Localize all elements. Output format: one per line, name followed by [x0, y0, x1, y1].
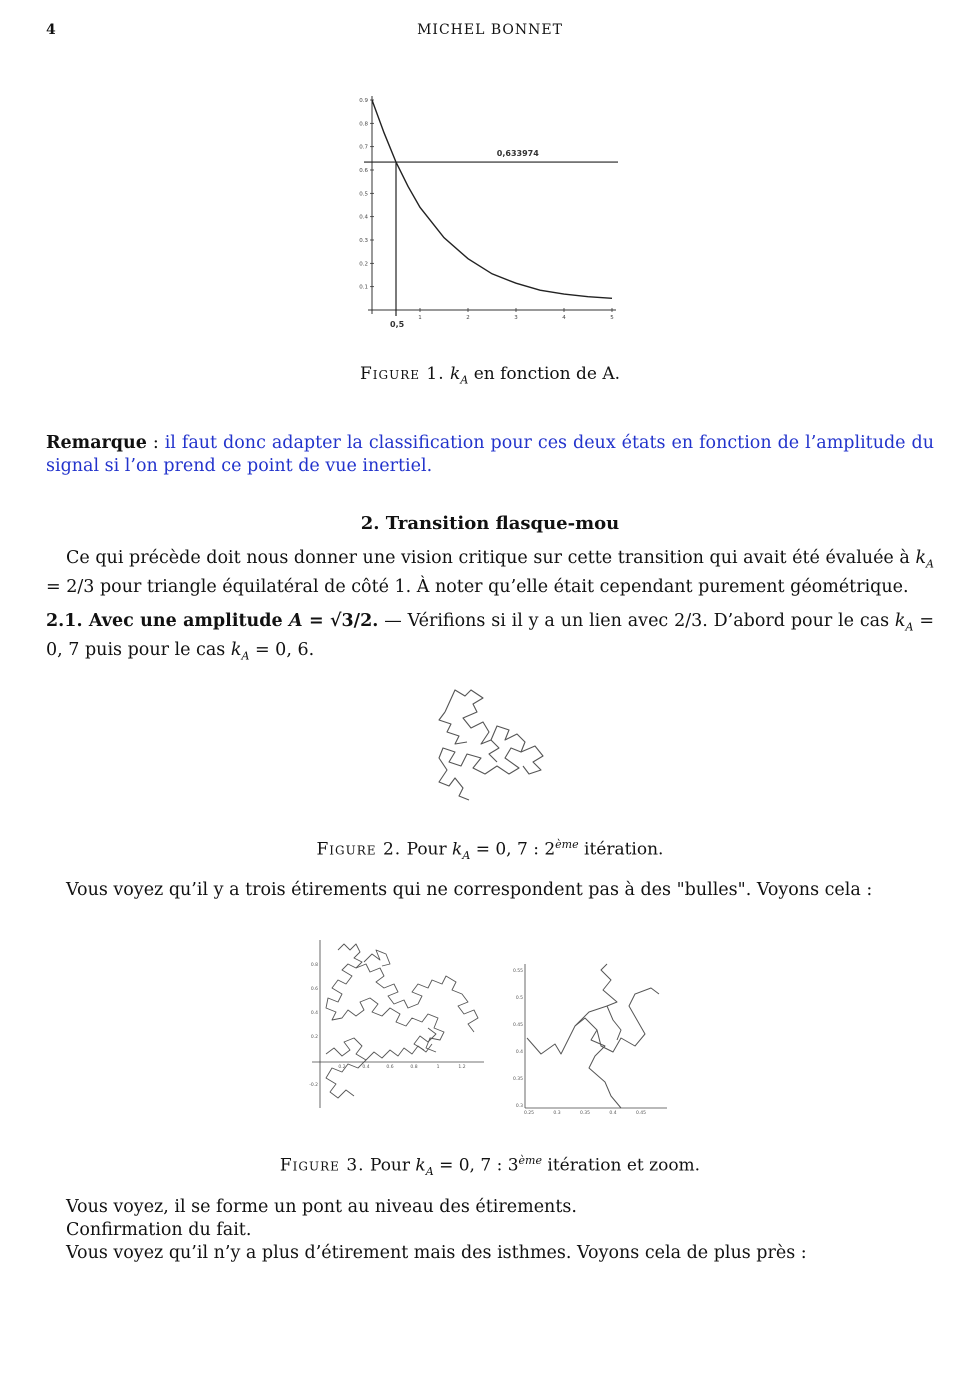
figure3-left-y-tick-label: -0.2	[309, 1083, 318, 1088]
figure1-caption-text: en fonction de A.	[468, 364, 621, 384]
closing-line-3: Vous voyez qu’il n’y a plus d’étirement mais des isthmes. Voyons cela de plus près :	[66, 1243, 807, 1263]
figure3-caption-sup: ème	[518, 1154, 542, 1167]
figure3-right-x-tick-label: 0.3	[553, 1111, 561, 1116]
section2-paragraph	[46, 547, 934, 599]
subsection-paragraph	[46, 610, 934, 667]
figure1-y-tick-label: 0.9	[359, 98, 368, 104]
figure1-hline-label: 0,633974	[496, 149, 539, 159]
page-number: 4	[46, 22, 56, 38]
subsection-text-b: puis pour le cas	[79, 639, 231, 660]
figure1-x-tick-label: 1	[418, 315, 422, 321]
figure3-left-x-tick-label: 1	[436, 1065, 440, 1070]
subsection-math1-sub: A	[905, 620, 914, 634]
subsection-heading-math: A	[289, 611, 303, 631]
figure3-right-x-tick-label: 0.4	[609, 1111, 617, 1116]
closing-line-2: Confirmation du fait.	[66, 1220, 252, 1240]
figure3-right-x-tick-label: 0.35	[579, 1111, 591, 1116]
figure1-x-tick-label: 3	[514, 315, 518, 321]
figure3-left-plot	[308, 938, 488, 1110]
subsection-math2: k	[230, 639, 242, 660]
subsection-dash: —	[378, 611, 408, 631]
figure2-fractal	[425, 682, 555, 802]
figure1-x-tick-label: 2	[466, 315, 470, 321]
figure3-right-y-tick-label: 0.45	[512, 1023, 523, 1028]
figure3-right-x-tick-label: 0.45	[635, 1111, 647, 1116]
remark-text: il faut donc adapter la classification pour ces deux états en fonction de l’amplitude du signal si l’on prend ce point de vue inertiel.	[46, 433, 934, 476]
figure1-y-tick-label: 0.8	[359, 121, 368, 128]
subsection-math1: k	[894, 611, 906, 631]
subsection-math2-sub: A	[241, 649, 250, 662]
figure3-left-fractal	[326, 944, 478, 1098]
figure3-left-x-tick-label: 0.6	[386, 1065, 394, 1070]
figure2-caption-sub: A	[462, 849, 471, 863]
figure3-right-x-tick-label: 0.25	[523, 1111, 535, 1116]
figure3-left-x-tick-label: 1.2	[458, 1065, 466, 1070]
figure3-left-y-tick-label: 0.4	[310, 1011, 318, 1016]
figure1-curve	[372, 100, 612, 298]
section2-math: k	[915, 548, 927, 568]
figure3-right-plot	[505, 960, 675, 1120]
figure3-right-y-tick-label: 0.4	[515, 1050, 523, 1055]
figure1-caption-subscript: A	[460, 373, 469, 387]
figure2-caption-pre: Pour	[401, 839, 453, 860]
figure2-caption-eq: = 0, 7 : 2	[470, 839, 556, 860]
figure3-right-y-ticks	[513, 968, 523, 1109]
figure1-y-tick-label: 0.3	[359, 238, 368, 244]
figure1-y-tick-label: 0.2	[359, 261, 368, 268]
figure2-caption-post: itération.	[578, 839, 664, 860]
figure3-left-y-tick-label: 0.6	[310, 987, 318, 992]
figure3-caption-sub: A	[425, 1165, 434, 1179]
figure1-vline-label: 0,5	[390, 320, 405, 329]
figure1-caption-label: Figure 1.	[359, 364, 445, 384]
figure3-right-y-tick-label: 0.5	[515, 996, 523, 1001]
figure3-left-x-ticks	[338, 1064, 465, 1070]
figure3-left-y-tick-label: 0.8	[310, 963, 318, 968]
figure1-x-tick-label: 5	[610, 315, 614, 321]
figure3-left-x-tick-label: 0.8	[410, 1065, 418, 1070]
section2-math-eq: = 2/3	[46, 576, 95, 597]
figure3-right-x-ticks	[524, 1110, 646, 1116]
figure2-caption	[0, 838, 980, 862]
figure1-axes	[368, 96, 616, 314]
remark-paragraph	[46, 432, 934, 478]
section-title: 2. Transition flasque-mou	[360, 513, 620, 534]
figure1-y-tick-label: 0.4	[359, 214, 368, 221]
section2-text-a: Ce qui précède doit nous donner une vision critique sur cette transition qui avait été évaluée à	[66, 548, 916, 568]
figure1-caption	[0, 364, 980, 386]
subsection-math2-eq: = 0, 6.	[249, 639, 315, 660]
closing-line-1: Vous voyez, il se forme un pont au niveau des étirements.	[66, 1197, 577, 1217]
subsection-text-a: Vérifions si il y a un lien avec 2/3. D’abord pour le cas	[407, 611, 895, 631]
figure2-caption-symbol: k	[452, 839, 463, 860]
running-header-author: MICHEL BONNET	[417, 22, 563, 38]
section2-text-b: pour triangle équilatéral de côté 1. À noter qu’elle était cependant purement géométrique.	[94, 576, 909, 597]
figure3-left-x-tick-label: 0.2	[338, 1065, 346, 1070]
figure3-right-y-tick-label: 0.3	[515, 1104, 523, 1109]
figure1-y-tick-label: 0.5	[359, 191, 368, 198]
figure1-caption-symbol: k	[450, 364, 461, 384]
figure3-right-y-tick-label: 0.35	[512, 1077, 523, 1082]
figure3-caption	[0, 1154, 980, 1178]
figure3-caption-pre: Pour	[364, 1155, 416, 1176]
figure1-y-tick-label: 0.1	[359, 284, 368, 291]
subsection-heading-eq: = √3/2.	[302, 611, 379, 631]
figure3-right-y-tick-label: 0.55	[512, 969, 523, 974]
figure1-chart	[350, 92, 630, 337]
figure3-right-fractal	[527, 964, 659, 1108]
figure3-caption-post: itération et zoom.	[541, 1155, 701, 1176]
figure3-left-x-tick-label: 0.4	[362, 1065, 370, 1070]
figure1-y-tick-label: 0.6	[359, 168, 368, 174]
remark-label: Remarque	[46, 433, 147, 453]
figure3-caption-eq: = 0, 7 : 3	[433, 1155, 519, 1176]
figure3-caption-label: Figure 3.	[279, 1155, 365, 1176]
section2-math-sub: A	[926, 557, 934, 571]
figure2-caption-sup: ème	[555, 838, 579, 851]
figure1-y-tick-label: 0.7	[359, 144, 368, 151]
figure3-left-y-tick-label: 0.2	[310, 1035, 318, 1040]
figure3-left-y-ticks	[309, 962, 318, 1088]
subsection-heading: 2.1. Avec une amplitude	[46, 611, 290, 631]
subsection-math1-eq: = 0, 7	[46, 611, 934, 660]
figure2-caption-label: Figure 2.	[316, 839, 402, 860]
stretch-paragraph: Vous voyez qu’il y a trois étirements qui ne correspondent pas à des "bulles". Voyons cela :	[66, 880, 873, 900]
remark-separator: :	[146, 433, 165, 453]
figure3-caption-symbol: k	[415, 1155, 426, 1176]
figure1-x-tick-label: 4	[562, 315, 566, 321]
